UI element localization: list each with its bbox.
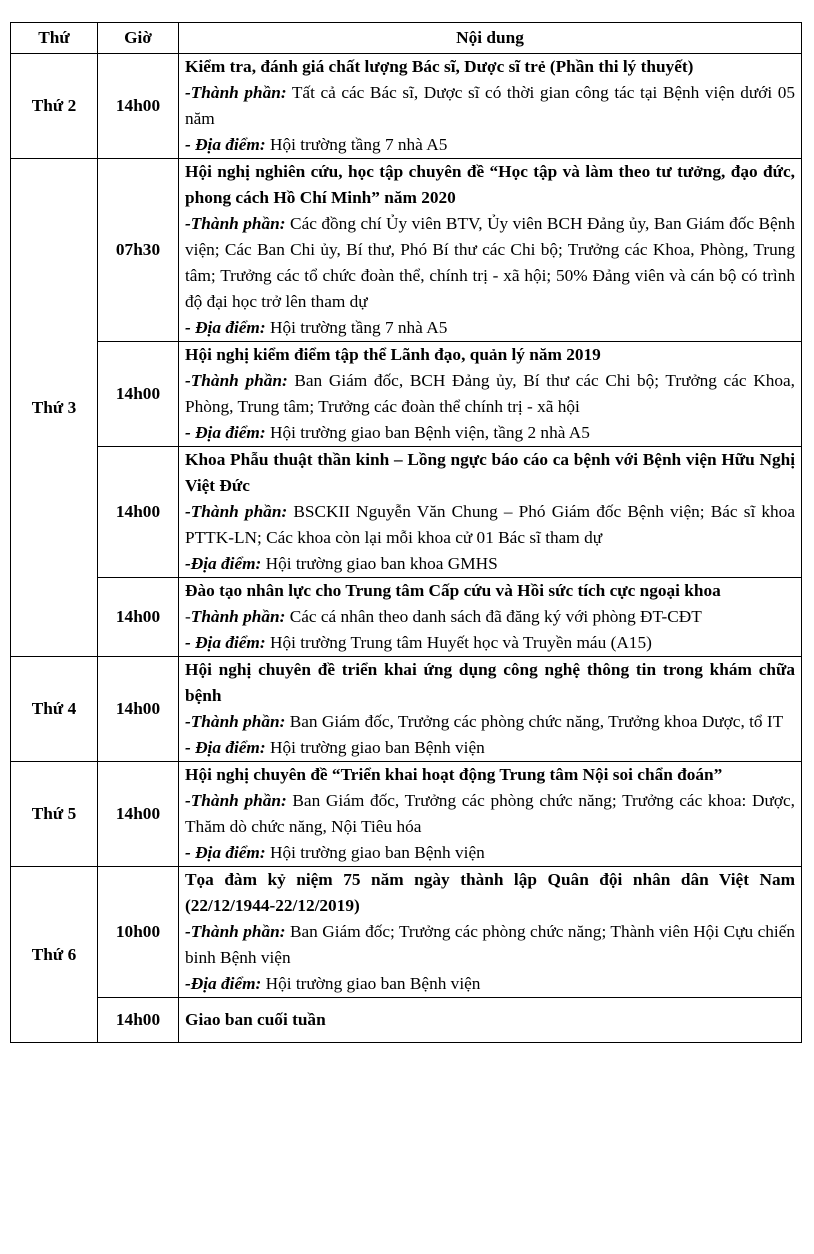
participants-text: Ban Giám đốc, Trưởng các phòng chức năng; Trưởng các khoa: Dược, Thăm dò chức năng, Nội Tiêu hóa bbox=[185, 791, 795, 836]
table-row bbox=[11, 159, 802, 342]
table-row bbox=[11, 657, 802, 762]
time-cell: 14h00 bbox=[98, 657, 179, 762]
time-cell: 14h00 bbox=[98, 578, 179, 657]
event-title: Đào tạo nhân lực cho Trung tâm Cấp cứu và Hồi sức tích cực ngoại khoa bbox=[185, 581, 721, 600]
location-label: - Địa điểm: bbox=[185, 135, 266, 154]
participants-label: -Thành phần: bbox=[185, 791, 287, 810]
location-text: Hội trường giao ban khoa GMHS bbox=[261, 554, 498, 573]
event-title: Hội nghị chuyên đề “Triển khai hoạt động Trung tâm Nội soi chẩn đoán” bbox=[185, 765, 723, 784]
header-day: Thứ bbox=[11, 23, 98, 54]
event-location bbox=[185, 132, 795, 158]
participants-text: Ban Giám đốc; Trưởng các phòng chức năng; Thành viên Hội Cựu chiến binh Bệnh viện bbox=[185, 922, 795, 967]
participants-text: Ban Giám đốc, Trưởng các phòng chức năng, Trưởng khoa Dược, tổ IT bbox=[285, 712, 784, 731]
location-text: Hội trường giao ban Bệnh viện, tầng 2 nhà A5 bbox=[265, 423, 590, 442]
location-label: - Địa điểm: bbox=[185, 843, 266, 862]
event-content bbox=[179, 159, 802, 342]
time-cell: 10h00 bbox=[98, 867, 179, 998]
event-participants bbox=[185, 211, 795, 315]
participants-label: -Thành phần: bbox=[185, 502, 288, 521]
event-location bbox=[185, 630, 795, 656]
day-cell: Thứ 3 bbox=[11, 159, 98, 657]
participants-prefix: - bbox=[185, 607, 191, 626]
event-content bbox=[179, 54, 802, 159]
day-cell: Thứ 6 bbox=[11, 867, 98, 1043]
day-cell: Thứ 5 bbox=[11, 762, 98, 867]
time-cell: 14h00 bbox=[98, 54, 179, 159]
participants-text: Các đồng chí Ủy viên BTV, Ủy viên BCH Đảng ủy, Ban Giám đốc Bệnh viện; Các Ban Chi ủy, Bí thư, Phó Bí thư các Chi bộ; Trưởng các Khoa, Phòng, Trung tâm; Trưởng các tổ chức đoàn thể, chính trị - xã hội; 50% Đảng viên và cán bộ có trình độ đại học trở lên tham dự bbox=[185, 214, 795, 311]
participants-text: Tất cả các Bác sĩ, Dược sĩ có thời gian công tác tại Bệnh viện dưới 05 năm bbox=[185, 83, 795, 128]
location-label: -Địa điểm: bbox=[185, 554, 262, 573]
participants-label: -Thành phần: bbox=[185, 83, 287, 102]
event-title: Hội nghị chuyên đề triển khai ứng dụng công nghệ thông tin trong khám chữa bệnh bbox=[185, 660, 795, 705]
event-location bbox=[185, 551, 795, 577]
event-content bbox=[179, 447, 802, 578]
location-text: Hội trường giao ban Bệnh viện bbox=[265, 843, 485, 862]
event-participants bbox=[185, 919, 795, 971]
participants-label: -Thành phần: bbox=[185, 712, 286, 731]
event-content bbox=[179, 342, 802, 447]
header-content: Nội dung bbox=[179, 23, 802, 54]
event-title: Khoa Phẫu thuật thần kinh – Lồng ngực báo cáo ca bệnh với Bệnh viện Hữu Nghị Việt Đức bbox=[185, 450, 795, 495]
location-label: -Địa điểm: bbox=[185, 974, 262, 993]
day-cell: Thứ 2 bbox=[11, 54, 98, 159]
location-label: - Địa điểm: bbox=[185, 633, 266, 652]
location-text: Hội trường tầng 7 nhà A5 bbox=[265, 318, 448, 337]
location-label: - Địa điểm: bbox=[185, 318, 266, 337]
location-text: Hội trường Trung tâm Huyết học và Truyền máu (A15) bbox=[265, 633, 652, 652]
table-row bbox=[11, 578, 802, 657]
event-location bbox=[185, 840, 795, 866]
event-participants bbox=[185, 368, 795, 420]
location-text: Hội trường giao ban Bệnh viện bbox=[261, 974, 481, 993]
schedule-table bbox=[10, 22, 802, 1043]
event-title: Hội nghị nghiên cứu, học tập chuyên đề “Học tập và làm theo tư tưởng, đạo đức, phong cách Hồ Chí Minh” năm 2020 bbox=[185, 162, 795, 207]
time-cell: 14h00 bbox=[98, 762, 179, 867]
participants-text: Các cá nhân theo danh sách đã đăng ký với phòng ĐT-CĐT bbox=[285, 607, 702, 626]
event-participants bbox=[185, 80, 795, 132]
event-content bbox=[179, 867, 802, 998]
location-text: Hội trường giao ban Bệnh viện bbox=[265, 738, 485, 757]
participants-label: Thành phần: bbox=[190, 607, 286, 626]
event-participants bbox=[185, 604, 795, 630]
participants-label: -Thành phần: bbox=[185, 922, 286, 941]
event-content bbox=[179, 762, 802, 867]
event-participants bbox=[185, 788, 795, 840]
participants-label: -Thành phần: bbox=[185, 371, 288, 390]
time-cell: 14h00 bbox=[98, 342, 179, 447]
time-cell: 07h30 bbox=[98, 159, 179, 342]
event-location bbox=[185, 420, 795, 446]
event-location bbox=[185, 735, 795, 761]
participants-text: Ban Giám đốc, BCH Đảng ủy, Bí thư các Chi bộ; Trưởng các Khoa, Phòng, Trung tâm; Trưởng các đoàn thể chính trị - xã hội bbox=[185, 371, 795, 416]
location-label: - Địa điểm: bbox=[185, 738, 266, 757]
table-row bbox=[11, 54, 802, 159]
header-time: Giờ bbox=[98, 23, 179, 54]
table-row bbox=[11, 447, 802, 578]
location-label: - Địa điểm: bbox=[185, 423, 266, 442]
event-title: Kiểm tra, đánh giá chất lượng Bác sĩ, Dược sĩ trẻ (Phần thi lý thuyết) bbox=[185, 57, 694, 76]
event-location bbox=[185, 315, 795, 341]
event-participants bbox=[185, 499, 795, 551]
header-row bbox=[11, 23, 802, 54]
event-title: Tọa đàm kỷ niệm 75 năm ngày thành lập Quân đội nhân dân Việt Nam (22/12/1944-22/12/2019) bbox=[185, 870, 795, 915]
table-row bbox=[11, 998, 802, 1043]
table-row bbox=[11, 762, 802, 867]
event-content bbox=[179, 998, 802, 1043]
participants-label: -Thành phần: bbox=[185, 214, 286, 233]
event-content bbox=[179, 657, 802, 762]
event-participants bbox=[185, 709, 795, 735]
day-cell: Thứ 4 bbox=[11, 657, 98, 762]
event-content bbox=[179, 578, 802, 657]
table-row bbox=[11, 867, 802, 998]
event-title: Giao ban cuối tuần bbox=[185, 1010, 326, 1029]
event-title: Hội nghị kiểm điểm tập thể Lãnh đạo, quản lý năm 2019 bbox=[185, 345, 601, 364]
time-cell: 14h00 bbox=[98, 998, 179, 1043]
table-row bbox=[11, 342, 802, 447]
event-location bbox=[185, 971, 795, 997]
participants-text: BSCKII Nguyễn Văn Chung – Phó Giám đốc Bệnh viện; Bác sĩ khoa PTTK-LN; Các khoa còn lại mỗi khoa cử 01 Bác sĩ tham dự bbox=[185, 502, 795, 547]
location-text: Hội trường tầng 7 nhà A5 bbox=[265, 135, 448, 154]
time-cell: 14h00 bbox=[98, 447, 179, 578]
